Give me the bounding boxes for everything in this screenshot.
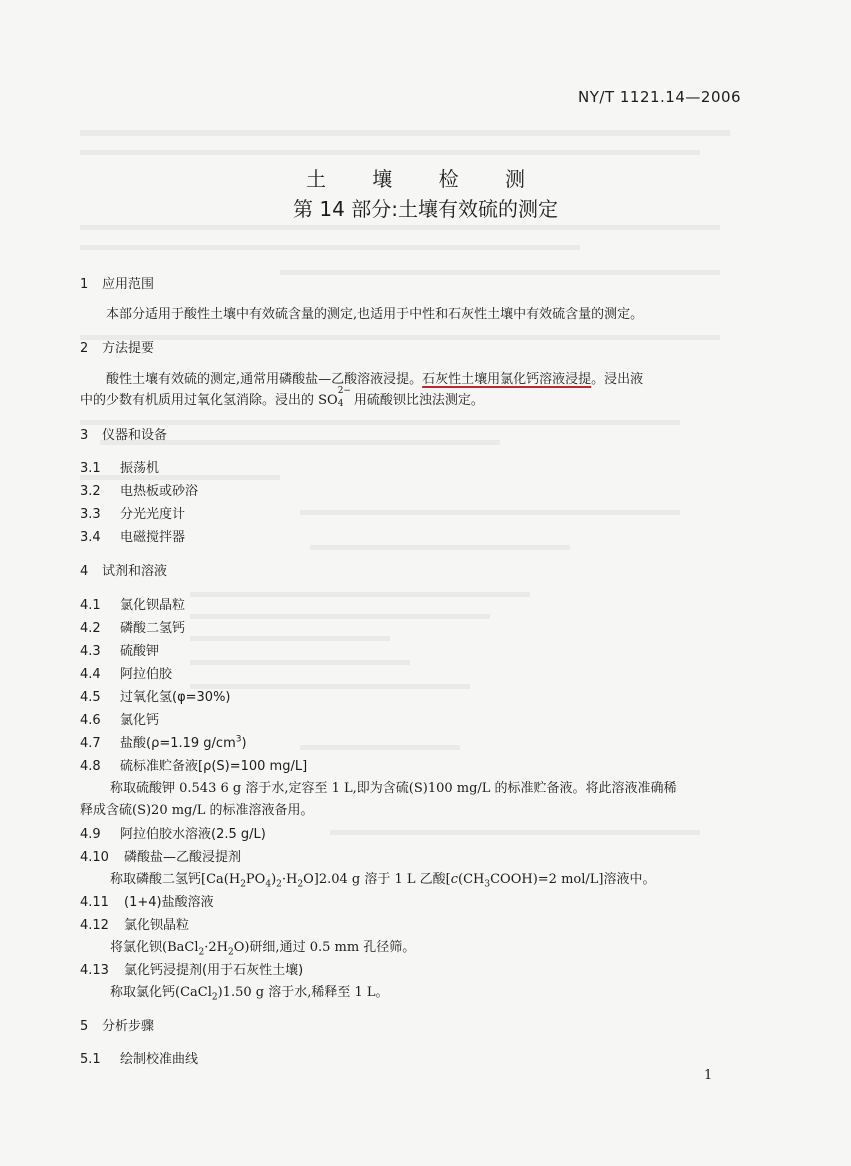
- list-item: 4.3 硫酸钾: [80, 644, 160, 659]
- list-item: 4.7 盐酸(ρ=1.19 $g/cm^3$): [80, 734, 247, 751]
- bleed-through-mark: [190, 636, 390, 641]
- list-item: 4.2 磷酸二氢钙: [80, 621, 186, 636]
- list-item: 4.10 磷酸盐—乙酸浸提剂: [80, 850, 242, 865]
- list-item: 4.13 氯化钙浸提剂(用于石灰性土壤): [80, 963, 304, 978]
- item-4-13-body: 称取氯化钙(CaCl$_2$)1.50 g 溶于水,稀释至 1 L。: [110, 985, 389, 1003]
- section-2-body-line-2: 中的少数有机质用过氧化氢消除。浸出的 SO 2− 4 用硫酸钡比浊法测定。: [80, 386, 484, 409]
- list-item: 4.9 阿拉伯胶水溶液(2.5 g/L): [80, 827, 266, 842]
- list-item: 3.1 振荡机: [80, 461, 160, 476]
- list-item: 4.5 过氧化氢(φ=30%): [80, 690, 231, 705]
- bleed-through-mark: [80, 130, 730, 136]
- section-heading-4: 4 试剂和溶液: [80, 564, 168, 579]
- bleed-through-mark: [190, 684, 470, 689]
- bleed-through-mark: [300, 510, 680, 515]
- list-item: 3.3 分光光度计: [80, 507, 186, 522]
- item-4-8-body-line-1: 称取硫酸钾 0.543 6 g 溶于水,定容至 1 L,即为含硫(S)100 mg/L 的标准贮备液。将此溶液准确稀: [110, 781, 677, 796]
- list-item: 4.12 氯化钡晶粒: [80, 918, 190, 933]
- document-subtitle: 第 14 部分:土壤有效硫的测定: [293, 197, 558, 221]
- section-heading-3: 3 仪器和设备: [80, 428, 168, 443]
- section-heading-5: 5 分析步骤: [80, 1019, 155, 1034]
- bleed-through-mark: [190, 614, 490, 619]
- section-heading-2: 2 方法提要: [80, 341, 155, 356]
- bleed-through-mark: [310, 545, 570, 550]
- bleed-through-mark: [80, 245, 580, 250]
- item-4-12-body: 将氯化钡$(BaCl_2\cdot 2H_2O)$研细,通过 0.5 mm 孔径筛。: [110, 940, 416, 958]
- page-number: 1: [704, 1068, 713, 1083]
- standard-number: NY/T 1121.14—2006: [578, 88, 742, 106]
- list-item: 4.6 氯化钙: [80, 713, 160, 728]
- list-item: 4.8 硫标准贮备液[ρ(S)=100 mg/L]: [80, 759, 308, 774]
- section-heading-1: 1 应用范围: [80, 277, 155, 292]
- bleed-through-mark: [190, 592, 530, 597]
- list-item: 3.4 电磁搅拌器: [80, 530, 186, 545]
- bleed-through-mark: [80, 150, 700, 155]
- section-1-body: 本部分适用于酸性土壤中有效硫含量的测定,也适用于中性和石灰性土壤中有效硫含量的测定。: [106, 307, 644, 322]
- item-4-10-body: 称取磷酸二氢钙$[Ca(H_2PO_4)_2\cdot H_2O]2.04$ g 溶于 1 L 乙酸[$c(CH_3COOH)=2$ mol/L]溶液中。: [110, 872, 656, 890]
- document-title: 土 壤 检 测: [305, 167, 546, 191]
- bleed-through-mark: [330, 830, 700, 835]
- list-item: 4.4 阿拉伯胶: [80, 667, 173, 682]
- list-item: 3.2 电热板或砂浴: [80, 484, 199, 499]
- underlined-annotation: 石灰性土壤用氯化钙溶液浸提: [422, 372, 592, 387]
- bleed-through-mark: [300, 745, 460, 750]
- bleed-through-mark: [80, 225, 720, 230]
- bleed-through-mark: [80, 335, 720, 340]
- bleed-through-mark: [190, 660, 410, 665]
- list-item: 4.11 (1+4)盐酸溶液: [80, 895, 214, 910]
- item-4-8-body-line-2: 释成含硫(S)20 mg/L 的标准溶液备用。: [80, 803, 314, 818]
- list-item: 5.1 绘制校准曲线: [80, 1052, 199, 1067]
- bleed-through-mark: [280, 270, 720, 275]
- list-item: 4.1 氯化钡晶粒: [80, 598, 186, 613]
- bleed-through-mark: [80, 420, 680, 425]
- section-2-body-line-1: 酸性土壤有效硫的测定,通常用磷酸盐—乙酸溶液浸提。石灰性土壤用氯化钙溶液浸提。浸出液: [106, 372, 644, 387]
